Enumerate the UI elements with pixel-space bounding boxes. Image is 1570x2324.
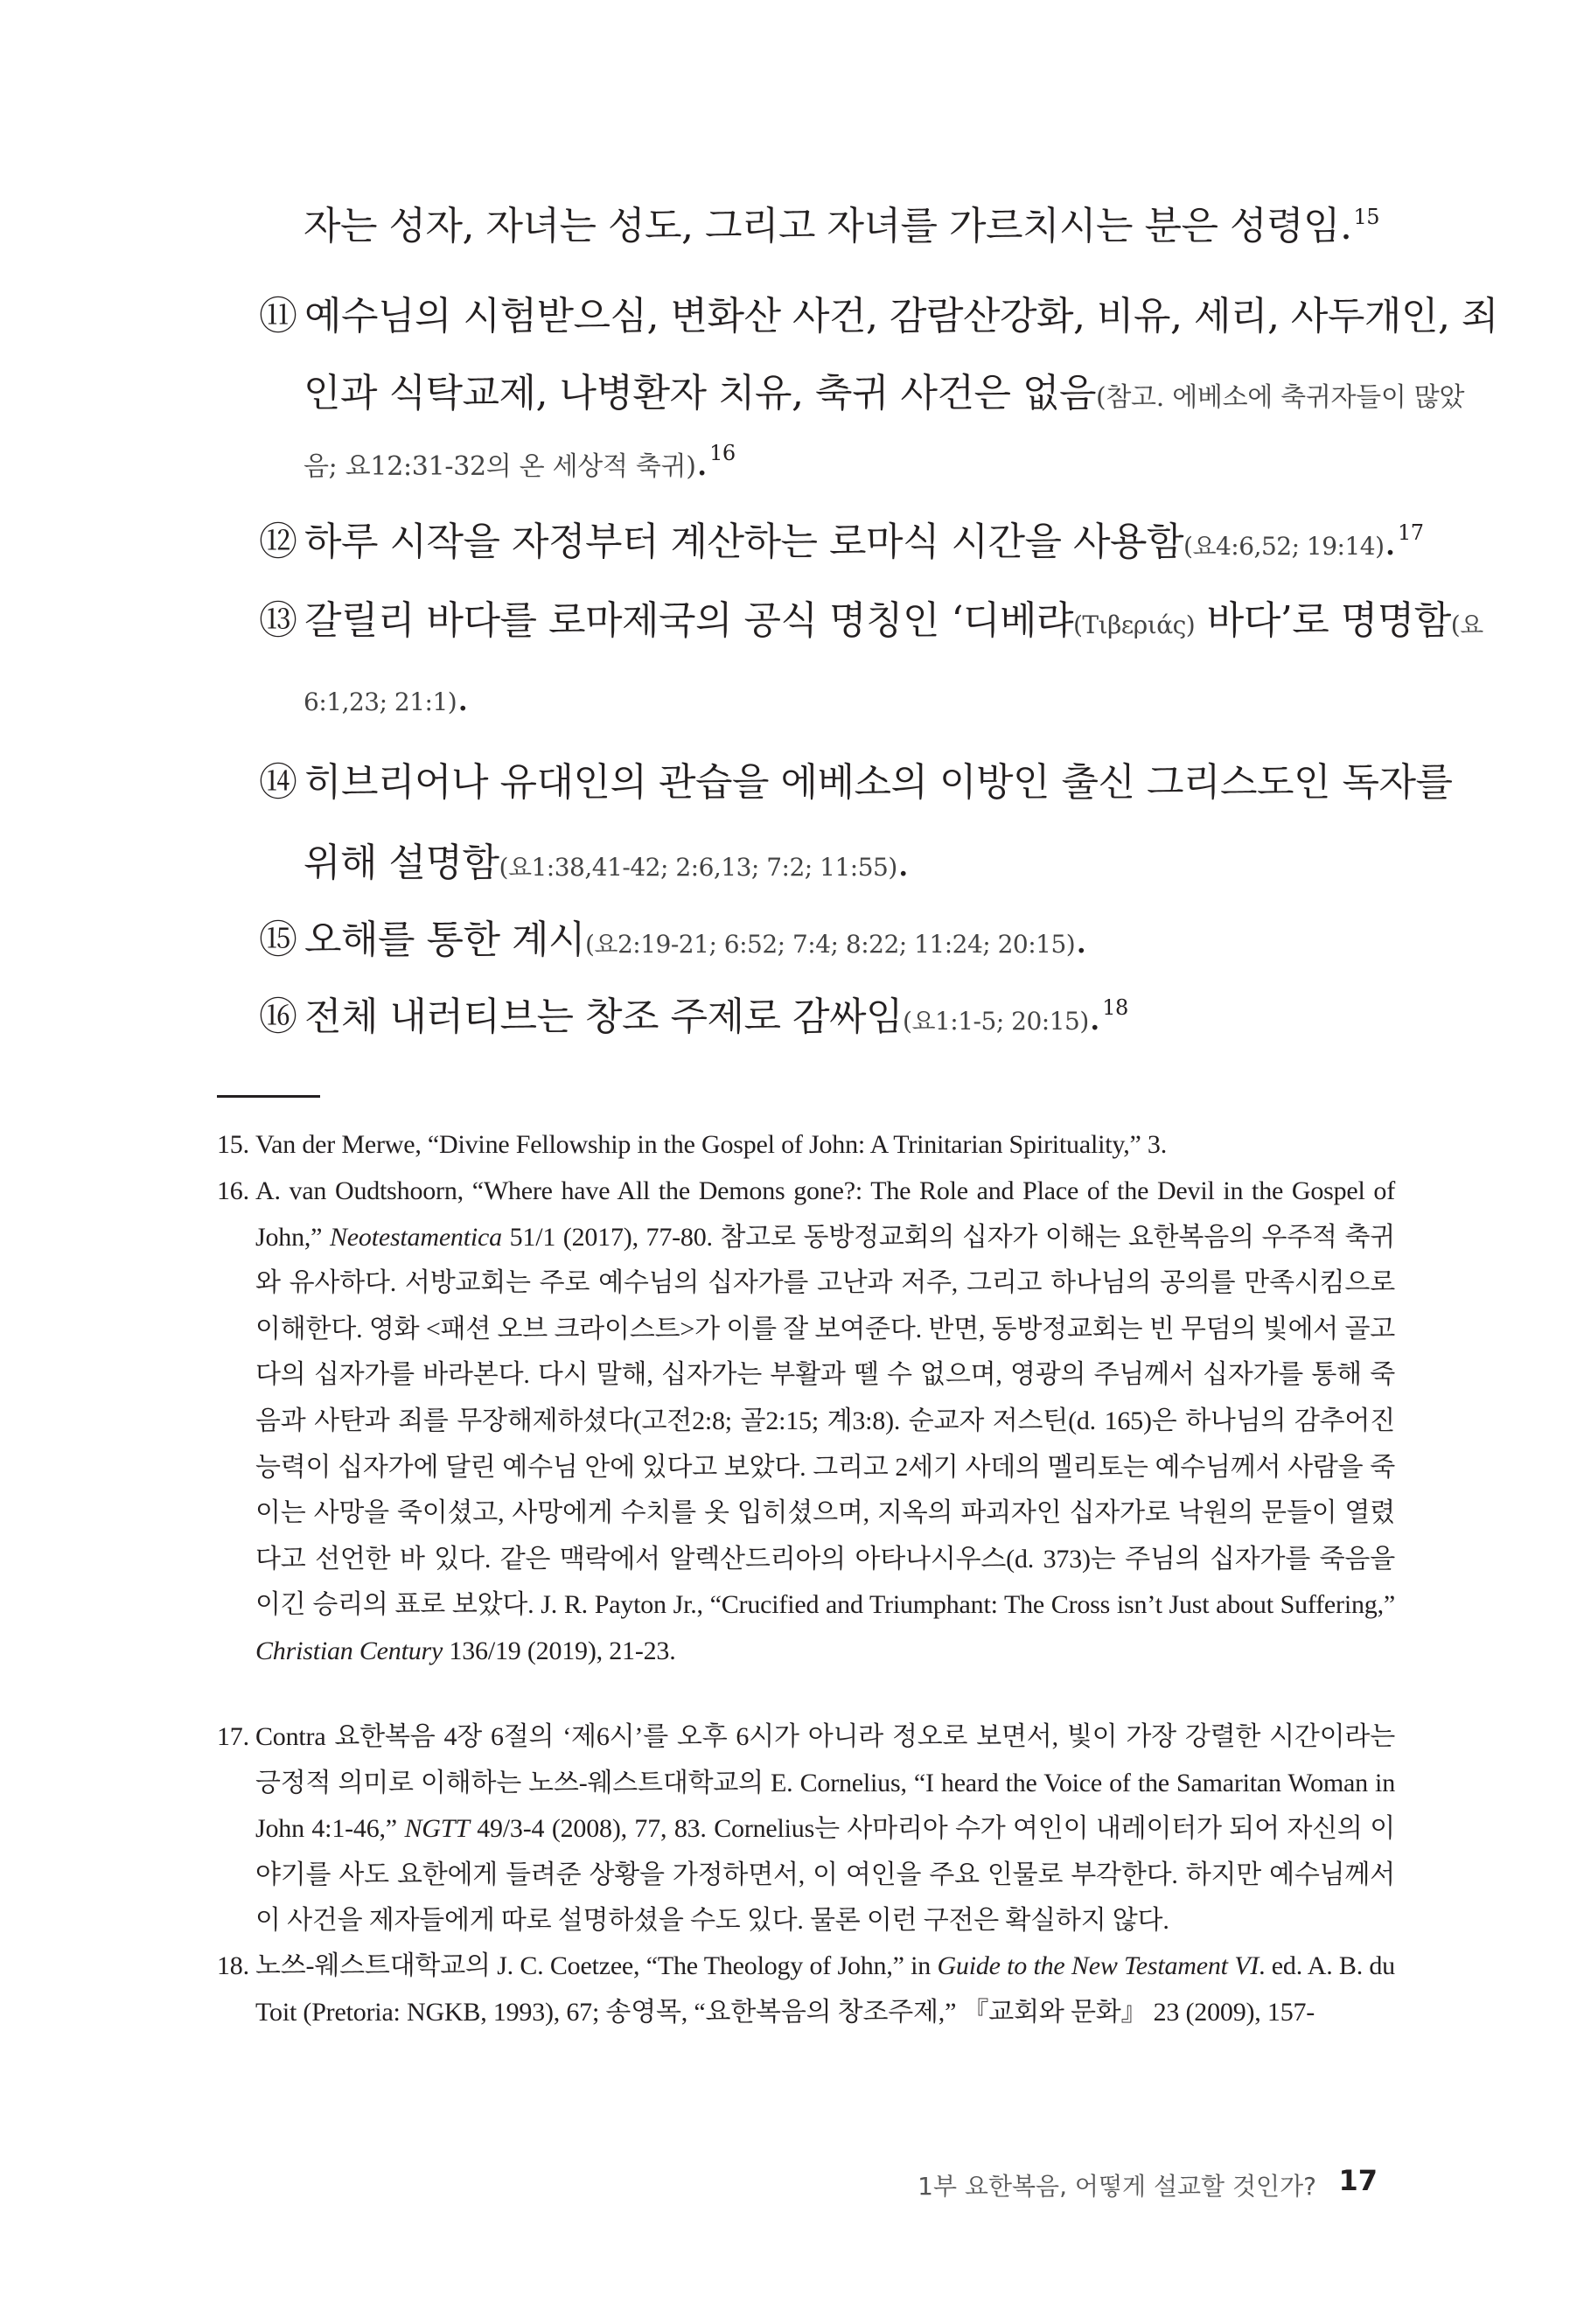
list-line-4	[304, 440, 736, 485]
footnote-ref-16[interactable]: 16	[709, 441, 736, 466]
period: .	[1384, 520, 1397, 564]
journal-title: NGTT	[404, 1814, 470, 1844]
list-item-16	[259, 985, 1128, 1041]
list-item-12	[259, 510, 1424, 566]
footnote-text: 136/19 (2019), 21-23.	[443, 1636, 676, 1665]
scripture-ref: (요1:38,41-42; 2:6,13; 7:2; 11:55)	[499, 853, 897, 882]
scripture-ref: (요2:19-21; 6:52; 7:4; 8:22; 11:24; 20:15)	[585, 930, 1076, 959]
line-text: 전체 내러티브는 창조 주제로 감싸임	[304, 995, 904, 1039]
line-text: 위해 설명함	[304, 841, 499, 885]
scripture-ref: (요4:6,52; 19:14)	[1183, 532, 1385, 561]
footnote-16	[217, 1169, 1395, 1675]
list-line-3	[304, 361, 1464, 417]
item-number: ⑭	[259, 760, 297, 805]
footnote-text: Van der Merwe, “Divine Fellowship in the Gospel of John: A Trinitarian Spirituality,” 3.	[255, 1130, 1168, 1159]
greek-term: (Τιβεριάς)	[1073, 611, 1196, 639]
footnote-ref-17[interactable]: 17	[1398, 520, 1424, 546]
book-title: Guide to the New Testament VI	[937, 1951, 1259, 1980]
footnote-text: 노쓰-웨스트대학교의 J. C. Coetzee, “The Theology of John,” in	[255, 1951, 938, 1980]
list-line-9	[304, 831, 909, 887]
list-line-7	[304, 675, 469, 720]
footnote-17	[217, 1714, 1395, 1944]
period: .	[1075, 918, 1087, 962]
parenthetical-note: 음; 요12:31-32의 온 세상적 축귀)	[304, 451, 696, 482]
footnote-text: . ed. A. B. du Toit (Pretoria: NGKB, 1993), 67; 송영목, “요한복음의 창조주제,” 『교회와 문화』 23 (2009), 157-	[255, 1951, 1395, 2027]
item-number: ⑬	[259, 598, 297, 643]
period: .	[897, 841, 910, 885]
scripture-ref: (요	[1450, 611, 1483, 639]
footnote-text: A. van Oudtshoorn, “Where have All the Demons gone?: The Role and Place of the Devil in the Gospel of John,”	[255, 1176, 1395, 1252]
footnote-text: 49/3-4 (2008), 77, 83. Cornelius는 사마리아 수가 여인이 내레이터가 되어 자신의 이야기를 사도 요한에게 들려준 상황을 가정하면서, 이 여인을 주요 인물로 부각한다. 하지만 예수님께서 이 사건을 제자들에게 따로 설명하셨을 수도 있다. 물론 이런 구전은 확실하지 않다.	[255, 1814, 1395, 1936]
page-number: 17	[1338, 2164, 1378, 2197]
line-text: 갈릴리 바다를 로마제국의 공식 명칭인 ‘디베랴	[304, 598, 1073, 643]
footnote-label: 15.	[217, 1130, 249, 1159]
list-item-14	[259, 750, 1453, 806]
list-item-13	[259, 589, 1483, 645]
list-item-15	[259, 908, 1087, 964]
journal-title: Christian Century	[255, 1636, 443, 1665]
line-text: .	[695, 440, 708, 485]
line-text: 오해를 통한 계시	[304, 918, 585, 962]
list-item-11	[259, 284, 1498, 340]
item-number: ⑯	[259, 995, 297, 1039]
period: .	[1088, 995, 1101, 1039]
line-text: 인과 식탁교제, 나병환자 치유, 축귀 사건은 없음	[304, 371, 1096, 415]
period: .	[457, 675, 469, 720]
line-text: 하루 시작을 자정부터 계산하는 로마식 시간을 사용함	[304, 520, 1184, 564]
journal-title: Neotestamentica	[329, 1222, 502, 1252]
scripture-ref: 6:1,23; 21:1)	[304, 687, 457, 716]
line-text-cont: 바다’로 명명함	[1195, 598, 1451, 643]
line-text: 예수님의 시험받으심, 변화산 사건, 감람산강화, 비유, 세리, 사두개인, 죄	[304, 294, 1498, 338]
item-number: ⑮	[259, 918, 297, 962]
footnote-18	[217, 1944, 1395, 2035]
running-head: 1부 요한복음, 어떻게 설교할 것인가?	[918, 2172, 1316, 2201]
item-number: ⑪	[259, 294, 297, 338]
footnote-ref-18[interactable]: 18	[1102, 995, 1128, 1021]
list-line-1	[304, 194, 1379, 250]
footnote-text: Contra 요한복음 4장 6절의 ‘제6시’를 오후 6시가 아니라 정오로 보면서, 빛이 가장 강렬한 시간이라는 긍정적 의미로 이해하는 노쓰-웨스트대학교의 E. Cornelius, “I heard the Voice of the Samaritan Woman in John 4:1-46,”	[255, 1722, 1395, 1844]
footnote-15	[217, 1122, 1395, 1169]
footnote-label: 18.	[217, 1951, 249, 1980]
footnote-text: 51/1 (2017), 77-80. 참고로 동방정교회의 십자가 이해는 요한복음의 우주적 축귀와 유사하다. 서방교회는 주로 예수님의 십자가를 고난과 저주, 그리고 하나님의 공의를 만족시킴으로 이해한다. 영화 <패션 오브 크라이스트>가 이를 잘 보여준다. 반면, 동방정교회는 빈 무덤의 빛에서 골고다의 십자가를 바라본다. 다시 말해, 십자가는 부활과 뗄 수 없으며, 영광의 주님께서 십자가를 통해 죽음과 사탄과 죄를 무장해제하셨다(고전2:8; 골2:15; 계3:8). 순교자 저스틴(d. 165)은 하나님의 감추어진 능력이 십자가에 달린 예수님 안에 있다고 보았다. 그리고 2세기 사데의 멜리토는 예수님께서 사람을 죽이는 사망을 죽이셨고, 사망에게 수치를 옷 입히셨으며, 지옥의 파괴자인 십자가로 낙원의 문들이 열렸다고 선언한 바 있다. 같은 맥락에서 알렉산드리아의 아타나시우스(d. 373)는 주님의 십자가를 죽음을 이긴 승리의 표로 보았다. J. R. Payton Jr., “Crucified and Triumphant: The Cross isn’t Just about Suffering,”	[255, 1222, 1396, 1620]
item-number: ⑫	[259, 520, 297, 564]
footnote-ref-15[interactable]: 15	[1353, 205, 1379, 230]
footnote-separator	[217, 1095, 320, 1098]
line-text: 자는 성자, 자녀는 성도, 그리고 자녀를 가르치시는 분은 성령임.	[304, 204, 1352, 248]
footnote-label: 17.	[217, 1722, 249, 1751]
scripture-ref: (요1:1-5; 20:15)	[903, 1007, 1089, 1036]
footnote-label: 16.	[217, 1176, 249, 1205]
line-text: 히브리어나 유대인의 관습을 에베소의 이방인 출신 그리스도인 독자를	[304, 760, 1453, 805]
parenthetical-note: (참고. 에베소에 축귀자들이 많았	[1095, 382, 1465, 413]
